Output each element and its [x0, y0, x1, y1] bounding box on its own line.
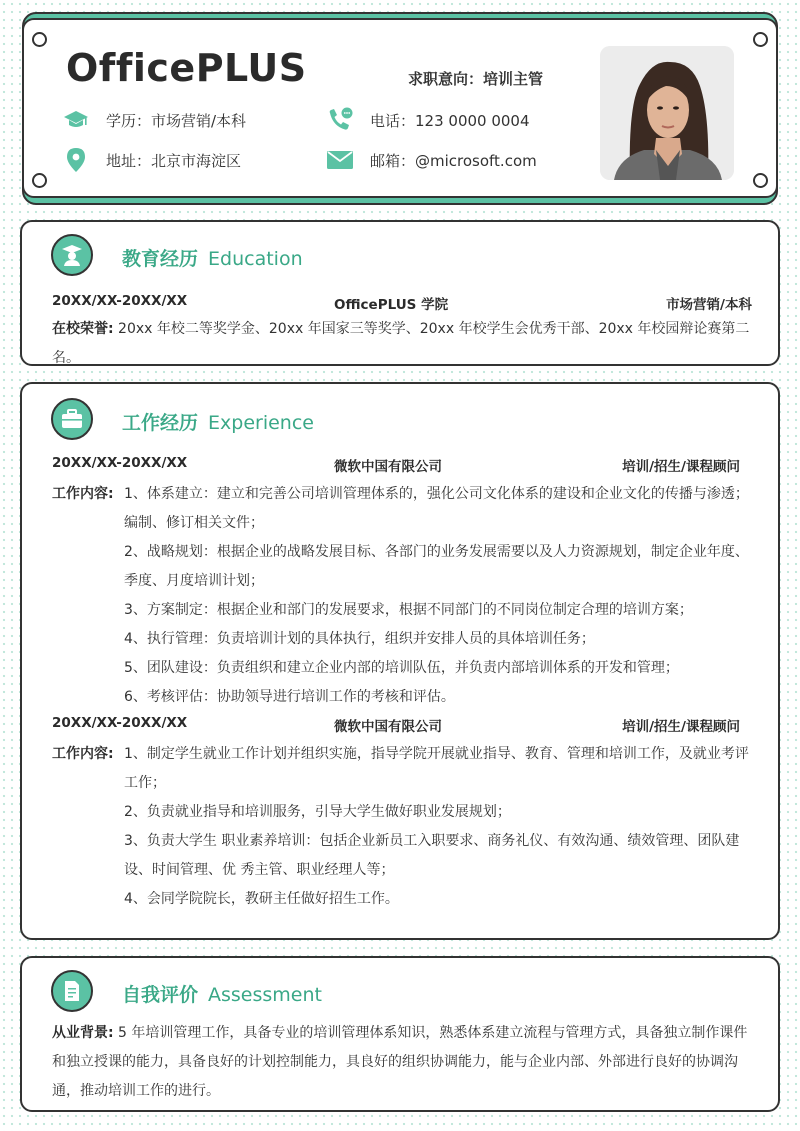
- job-role: 培训/招生/课程顾问: [622, 719, 740, 735]
- education-info: [62, 108, 246, 132]
- honors-text: 20xx 年校二等奖学金、20xx 年国家三等奖学、20xx 年校学生会优秀干部、20xx 年校园辩论赛第二名。: [52, 321, 750, 366]
- education-section-icon: [51, 234, 93, 276]
- experience-title-en: Experience: [208, 412, 314, 434]
- address-info: [62, 148, 241, 172]
- job-intent: 求职意向：培训主管: [408, 70, 544, 88]
- duty-item: 4、执行管理：负责培训计划的具体执行，组织并安排人员的具体培训任务；: [124, 631, 595, 647]
- header-card: [22, 18, 778, 198]
- assessment-section-icon: [51, 970, 93, 1012]
- duties-label: 工作内容:: [52, 486, 114, 502]
- job-company: 微软中国有限公司: [334, 719, 442, 735]
- experience-section-icon: [51, 398, 93, 440]
- background-label: 从业背景:: [52, 1025, 114, 1041]
- duty-item: 1、制定学生就业工作计划并组织实施，指导学院开展就业指导、教育、管理和培训工作，及就业考评工作；: [124, 746, 749, 791]
- job-duties: [52, 480, 754, 712]
- honors-label: 在校荣誉:: [52, 321, 114, 337]
- phone-chat-icon: [326, 108, 354, 132]
- education-date: 20XX/XX-20XX/XX: [52, 293, 188, 309]
- job-duties: [52, 740, 754, 914]
- education-major: 市场营销/本科: [666, 297, 752, 313]
- duty-item: 6、考核评估：协助领导进行培训工作的考核和评估。: [124, 689, 455, 705]
- education-title-cn: 教育经历: [122, 248, 199, 270]
- education-title-en: Education: [208, 248, 303, 270]
- experience-title: [122, 408, 314, 435]
- job-date: 20XX/XX-20XX/XX: [52, 715, 188, 731]
- duty-item: 1、体系建立：建立和完善公司培训管理体系的，强化公司文化体系的建设和企业文化的传播与渗透；编制、修订相关文件；: [124, 486, 749, 531]
- duty-item: 5、团队建设：负责组织和建立企业内部的培训队伍，并负责内部培训体系的开发和管理；: [124, 660, 679, 676]
- phone-info: [326, 108, 530, 132]
- punch-hole: [753, 32, 768, 47]
- duty-item: 2、负责就业指导和培训服务，引导大学生做好职业发展规划；: [124, 804, 511, 820]
- job-role: 培训/招生/课程顾问: [622, 459, 740, 475]
- graduation-cap-icon: [62, 108, 90, 132]
- education-section: [20, 220, 780, 366]
- experience-section: [20, 382, 780, 940]
- duty-item: 3、方案制定：根据企业和部门的发展要求，根据不同部门的不同岗位制定合理的培训方案；: [124, 602, 693, 618]
- job-date: 20XX/XX-20XX/XX: [52, 455, 188, 471]
- profile-photo: [600, 46, 734, 180]
- punch-hole: [753, 173, 768, 188]
- address-text: 地址：北京市海淀区: [106, 151, 242, 170]
- email-info: [326, 148, 537, 172]
- assessment-title-cn: 自我评价: [122, 984, 199, 1006]
- duties-label: 工作内容:: [52, 746, 114, 762]
- experience-title-cn: 工作经历: [122, 412, 199, 434]
- education-title: [122, 244, 303, 271]
- education-row: [52, 293, 752, 313]
- email-text: 邮箱：@microsoft.com: [370, 151, 537, 170]
- job-row: [52, 455, 752, 475]
- envelope-icon: [326, 148, 354, 172]
- duty-item: 3、负责大学生 职业素养培训：包括企业新员工入职要求、商务礼仪、有效沟通、绩效管理、团队建设、时间管理、优 秀主管、职业经理人等；: [124, 833, 740, 878]
- job-row: [52, 715, 752, 735]
- location-pin-icon: [62, 148, 90, 172]
- education-school: OfficePLUS 学院: [334, 297, 449, 313]
- punch-hole: [32, 32, 47, 47]
- education-text: 学历：市场营销/本科: [106, 111, 247, 130]
- candidate-name: OfficePLUS: [66, 46, 307, 90]
- duty-item: 2、战略规划：根据企业的战略发展目标、各部门的业务发展需要以及人力资源规划，制定企业年度、季度、月度培训计划；: [124, 544, 749, 589]
- assessment-section: [20, 956, 780, 1112]
- assessment-title-en: Assessment: [208, 984, 322, 1006]
- job-company: 微软中国有限公司: [334, 459, 442, 475]
- assessment-title: [122, 980, 322, 1007]
- duty-item: 4、会同学院院长，教研主任做好招生工作。: [124, 891, 399, 907]
- assessment-body: [52, 1019, 754, 1106]
- phone-text: 电话：123 0000 0004: [370, 111, 530, 130]
- punch-hole: [32, 173, 47, 188]
- background-text: 5 年培训管理工作，具备专业的培训管理体系知识，熟悉体系建立流程与管理方式，具备独立制作课件和独立授课的能力，具备良好的计划控制能力，具良好的组织协调能力，能与企业内部、外部进行良好的协调沟通，推动培训工作的进行。: [52, 1025, 748, 1099]
- education-honors: [52, 315, 754, 373]
